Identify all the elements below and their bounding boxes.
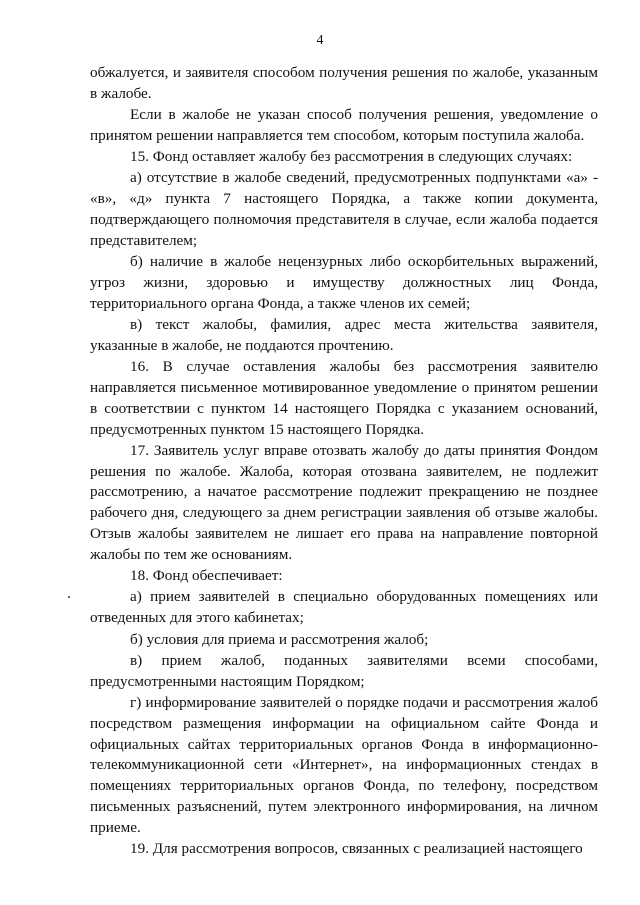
paragraph: Если в жалобе не указан способ получения решения, уведомление о принятом решении направляется тем способом, которым поступила жалоба.	[90, 106, 598, 144]
paragraph: г) информирование заявителей о порядке подачи и рассмотрения жалоб посредством размещения информации на официальном сайте Фонда и официальных сайтах территориальных органов Фонда в информационно-телекоммуникационной сети «Интернет», на информационных стендах в помещениях территориальных органов Фонда, по телефону, посредством письменных разъяснений, путем электронного информирования, на личном приеме.	[90, 693, 598, 836]
paragraph: б) условия для приема и рассмотрения жалоб;	[130, 630, 429, 648]
paragraph: б) наличие в жалобе нецензурных либо оскорбительных выражений, угроз жизни, здоровью и имуществу должностных лиц Фонда, территориального органа Фонда, а также членов их семей;	[90, 253, 598, 312]
paragraph: в) прием жалоб, поданных заявителями всеми способами, предусмотренными настоящим Порядком;	[90, 651, 598, 690]
scan-artifact-dot	[68, 596, 70, 598]
paragraph: в) текст жалобы, фамилия, адрес места жительства заявителя, указанные в жалобе, не поддаются прочтению.	[90, 316, 598, 354]
paragraph: а) отсутствие в жалобе сведений, предусмотренных подпунктами «а» - «в», «д» пункта 7 настоящего Порядка, а также копии документа, подтверждающего полномочия представителя в случае, если жалоба подается представителем;	[90, 169, 598, 249]
paragraph: 16. В случае оставления жалобы без рассмотрения заявителю направляется письменное мотивированное уведомление о принятом решении в соответствии с пунктом 14 настоящего Порядка с указанием оснований, предусмотренных пунктом 15 настоящего Порядка.	[90, 358, 598, 438]
paragraph: 17. Заявитель услуг вправе отозвать жалобу до даты принятия Фондом решения по жалобе. Жалоба, которая отозвана заявителем, не подлежит рассмотрению, а начатое рассмотрение подлежит прекращению не позднее рабочего дня, следующего за днем регистрации заявления об отзыве жалобы. Отзыв жалобы заявителем не лишает его права на направление повторной жалобы по тем же основаниям.	[90, 441, 598, 563]
paragraph: 19. Для рассмотрения вопросов, связанных с реализацией настоящего	[130, 839, 583, 857]
page-number: 4	[316, 33, 324, 48]
paragraph: 15. Фонд оставляет жалобу без рассмотрения в следующих случаях:	[130, 148, 573, 166]
document-body	[90, 63, 598, 860]
paragraph: 18. Фонд обеспечивает:	[130, 567, 283, 585]
paragraph: обжалуется, и заявителя способом получения решения по жалобе, указанным в жалобе.	[90, 64, 598, 102]
paragraph: а) прием заявителей в специально оборудованных помещениях или отведенных для этого кабинетах;	[90, 588, 598, 627]
